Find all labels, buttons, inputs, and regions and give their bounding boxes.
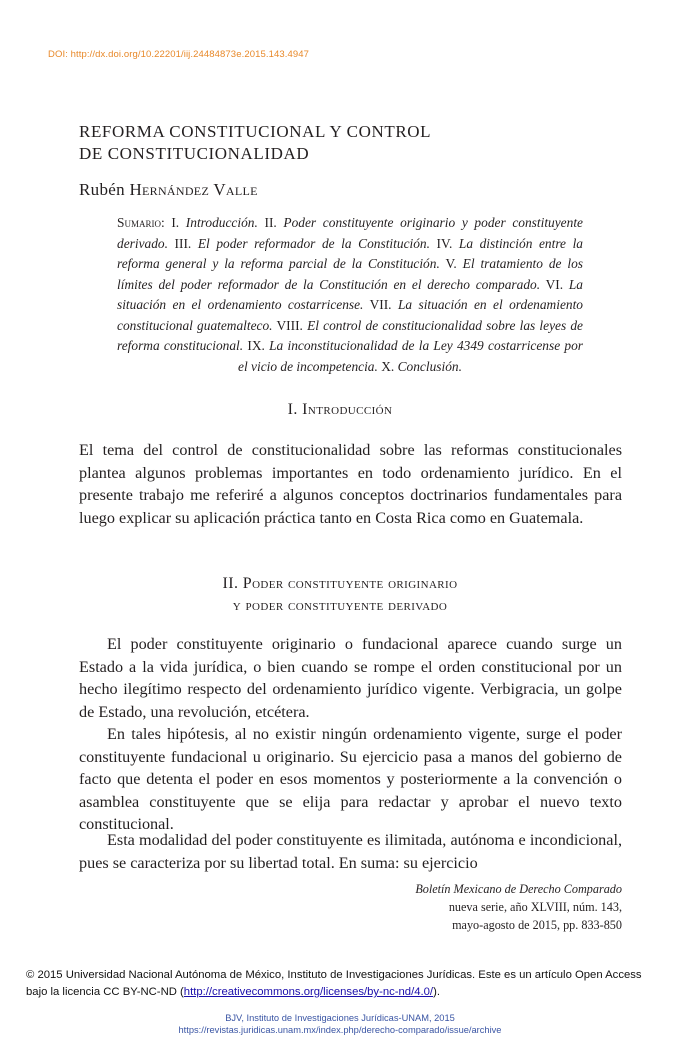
summary-num-3: III. <box>167 235 198 251</box>
summary-num-8: VIII. <box>272 317 308 333</box>
doi-link[interactable]: DOI: http://dx.doi.org/10.22201/iij.24484873e.2015.143.4947 <box>48 49 310 60</box>
author-last-name: Hernández Valle <box>129 180 258 199</box>
summary <box>117 213 583 377</box>
footer <box>0 1013 680 1036</box>
summary-num-2: II. <box>257 215 284 230</box>
summary-item-8: El control de constitucionalidad sobre las leyes de reforma constitucional. <box>117 317 583 353</box>
article-title-line1: REFORMA CONSTITUCIONAL Y CONTROL <box>79 122 432 141</box>
summary-item-5: El tratamiento de los límites del poder reformador de la Constitución en el derecho comparado. <box>117 256 584 292</box>
license-notice <box>26 967 666 1001</box>
license-end: ). <box>433 986 440 998</box>
article-title <box>79 121 431 165</box>
summary-item-3: El poder reformador de la Constitución. <box>197 235 430 251</box>
summary-item-7: La situación en el ordenamiento constitucional guatemalteco. <box>117 297 583 333</box>
section-2-paragraph-2: En tales hipótesis, al no existir ningún ordenamiento vigente, surge el poder constituyente fundacional u originario. Su ejercicio pasa a manos del gobierno de facto que detenta el poder en esos momentos y posteriormente a la convención o asamblea constituyente que se elija para redactar y aprobar el nuevo texto constitucional. <box>79 725 622 834</box>
section-2-paragraph-1: El poder constituyente originario o fundacional aparece cuando surge un Estado a la vida jurídica, o bien cuando se rompe el orden constitucional por un hecho ilegítimo respecto del ordenamiento jurídico vigente. Verbigracia, un golpe de Estado, una revolución, etcétera. <box>79 635 622 721</box>
article-title-line2: DE CONSTITUCIONALIDAD <box>79 144 310 163</box>
summary-num-9: IX. <box>243 338 270 353</box>
summary-num-6: VI. <box>540 276 569 292</box>
journal-issue: nueva serie, año XLVIII, núm. 143, <box>448 900 622 914</box>
section-1-paragraph: El tema del control de constitucionalidad sobre las reformas constitucionales plantea algunos problemas importantes en todo ordenamiento jurídico. En el presente trabajo me referiré a algunos conceptos doctrinarios fundamentales para luego explicar su aplicación práctica tanto en Costa Rica como en Guatemala. <box>79 441 622 527</box>
summary-num-7: VII. <box>363 297 398 312</box>
summary-label: Sumario: <box>117 215 165 230</box>
summary-num-5: V. <box>439 256 463 271</box>
summary-num-10: X. <box>377 358 398 374</box>
summary-item-4: La distinción entre la reforma general y la reforma parcial de la Constitución. <box>117 235 583 271</box>
summary-item-10: Conclusión. <box>397 358 462 374</box>
journal-pages: mayo-agosto de 2015, pp. 833-850 <box>452 918 622 932</box>
author-name <box>79 180 258 200</box>
summary-item-9: La inconstitucionalidad de la Ley 4349 costarricense por el vicio de incompetencia. <box>238 338 583 374</box>
summary-num-1: I. <box>164 215 186 230</box>
author-first-name: Rubén <box>79 180 130 199</box>
summary-item-2: Poder constituyente originario y poder constituyente derivado. <box>117 215 583 251</box>
journal-name: Boletín Mexicano de Derecho Comparado <box>415 882 622 896</box>
journal-citation <box>415 880 622 934</box>
footer-institution: BJV, Instituto de Investigaciones Jurídicas-UNAM, 2015 <box>225 1013 455 1023</box>
footer-archive-link[interactable]: https://revistas.juridicas.unam.mx/index.php/derecho-comparado/issue/archive <box>178 1024 502 1035</box>
section-2-heading-line2: y poder constituyente derivado <box>232 597 448 614</box>
summary-num-4: IV. <box>429 235 459 251</box>
section-1-heading: I. Introducción <box>287 401 393 418</box>
summary-item-1: Introducción. <box>185 215 258 230</box>
section-2-paragraph-3: Esta modalidad del poder constituyente es ilimitada, autónoma e incondicional, pues se caracteriza por su libertad total. En suma: su ejercicio <box>79 831 622 872</box>
license-text: © 2015 Universidad Nacional Autónoma de México, Instituto de Investigaciones Jurídicas. Este es un artículo Open Access bajo la licencia CC BY-NC-ND ( <box>26 969 642 998</box>
license-link[interactable]: http://creativecommons.org/licenses/by-nc-nd/4.0/ <box>183 986 434 998</box>
section-2-heading-line1: II. Poder constituyente originario <box>222 575 458 592</box>
summary-item-6: La situación en el ordenamiento costarricense. <box>117 276 583 312</box>
section-2-heading <box>0 573 680 617</box>
